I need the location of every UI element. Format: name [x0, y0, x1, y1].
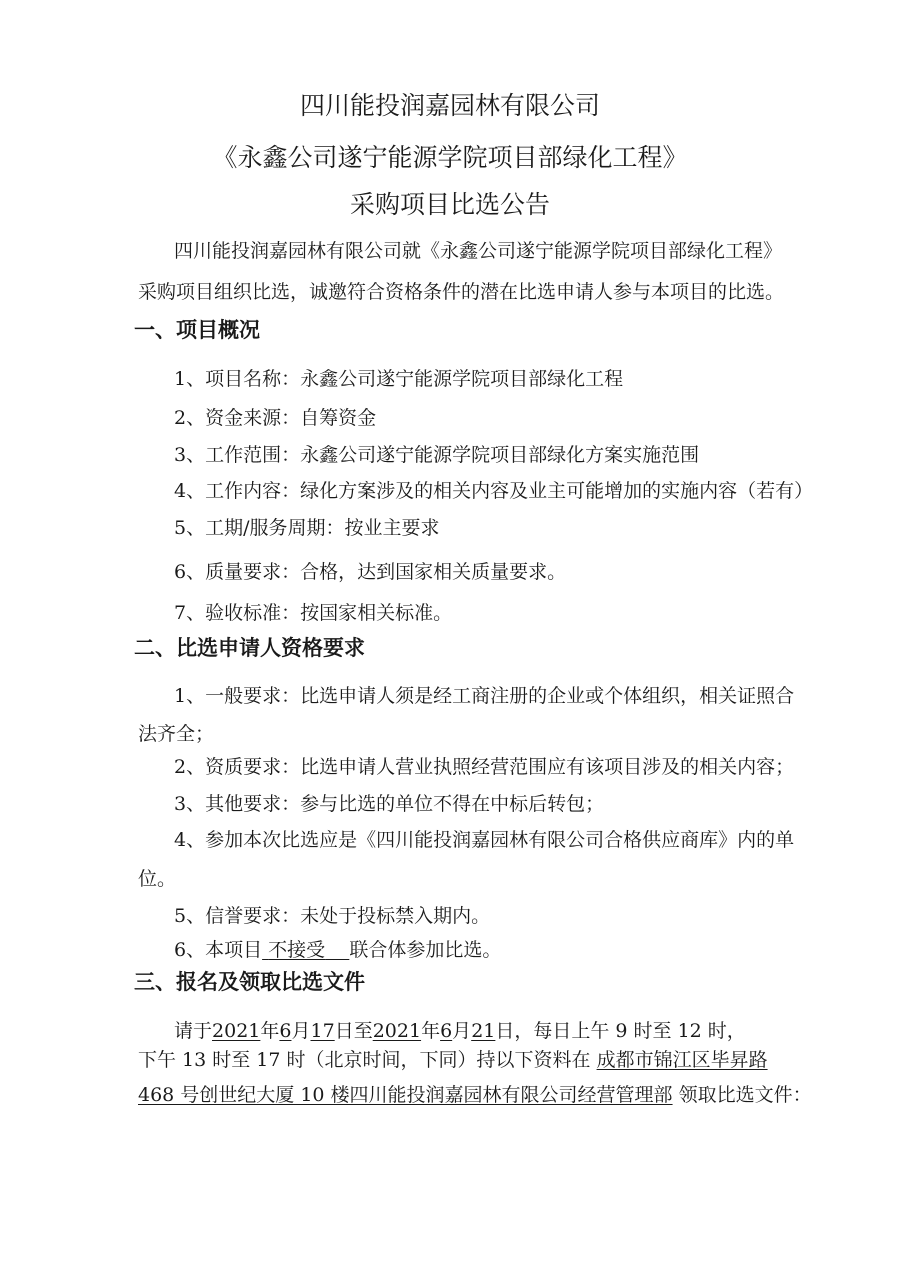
s1-item-1: 1、项目名称：永鑫公司遂宁能源学院项目部绿化工程 [174, 368, 624, 390]
s1-item-6: 6、质量要求：合格，达到国家相关质量要求。 [174, 561, 567, 583]
s1-item-3: 3、工作范围：永鑫公司遂宁能源学院项目部绿化方案实施范围 [174, 444, 700, 466]
company-title: 四川能投润嘉园林有限公司 [299, 91, 600, 120]
intro-line-1: 四川能投润嘉园林有限公司就《永鑫公司遂宁能源学院项目部绿化工程》 [174, 240, 783, 262]
intro-line-2: 采购项目组织比选，诚邀符合资格条件的潜在比选申请人参与本项目的比选。 [138, 281, 785, 303]
s1-item-7: 7、验收标准：按国家相关标准。 [174, 602, 453, 624]
address-part-2: 468 号创世纪大厦 10 楼四川能投润嘉园林有限公司经营管理部 [138, 1084, 673, 1106]
s2-item-6 [174, 935, 501, 962]
start-year: 2021 [212, 1020, 261, 1042]
s2-item-6-suffix: 联合体参加比选。 [349, 939, 502, 961]
section-1-heading: 一、项目概况 [134, 318, 260, 342]
s2-item-1-line-2: 法齐全； [138, 723, 215, 745]
s2-item-6-fill: 不接受 [268, 939, 326, 961]
s3-para-line-2 [138, 1045, 768, 1072]
s2-item-2: 2、资质要求：比选申请人营业执照经营范围应有该项目涉及的相关内容； [174, 756, 795, 778]
end-day: 21 [471, 1020, 496, 1042]
end-year: 2021 [372, 1020, 422, 1042]
s2-item-3: 3、其他要求：参与比选的单位不得在中标后转包； [174, 793, 605, 815]
project-title: 《永鑫公司遂宁能源学院项目部绿化工程》 [212, 143, 688, 172]
section-2-heading: 二、比选申请人资格要求 [134, 636, 365, 660]
year-char-1: 年 [260, 1020, 280, 1042]
address-part-1: 成都市锦江区毕昇路 [596, 1049, 768, 1071]
s3-line-2-text: 下午 13 时至 17 时（北京时间，下同）持以下资料在 [138, 1049, 591, 1071]
s3-para-line-3 [138, 1080, 812, 1107]
notice-title: 采购项目比选公告 [349, 190, 550, 219]
section-3-heading: 三、报名及领取比选文件 [134, 970, 365, 994]
month-char-1: 月 [291, 1020, 311, 1042]
s2-item-4-line-2: 位。 [138, 868, 177, 890]
s2-item-1-line-1: 1、一般要求：比选申请人须是经工商注册的企业或个体组织，相关证照合 [174, 685, 795, 707]
start-day: 17 [310, 1020, 335, 1042]
end-month: 6 [440, 1020, 453, 1042]
s1-item-5: 5、工期/服务周期：按业主要求 [174, 517, 440, 539]
s2-item-5: 5、信誉要求：未处于投标禁入期内。 [174, 905, 491, 927]
year-char-2: 年 [421, 1020, 441, 1042]
s1-item-2: 2、资金来源：自筹资金 [174, 407, 377, 429]
s2-item-6-prefix: 6、本项目 [174, 939, 263, 961]
s1-item-4: 4、工作内容：绿化方案涉及的相关内容及业主可能增加的实施内容（若有） [174, 480, 814, 502]
day-to: 日至 [334, 1020, 373, 1042]
s3-para-line-1 [174, 1016, 746, 1043]
start-month: 6 [279, 1020, 292, 1042]
time-text: 日，每日上午 9 时至 12 时， [495, 1020, 746, 1042]
s2-item-4-line-1: 4、参加本次比选应是《四川能投润嘉园林有限公司合格供应商库》内的单 [174, 829, 795, 851]
s3-line-3-suffix: 领取比选文件： [678, 1084, 812, 1106]
s3-lead: 请于 [174, 1020, 213, 1042]
month-char-2: 月 [452, 1020, 472, 1042]
